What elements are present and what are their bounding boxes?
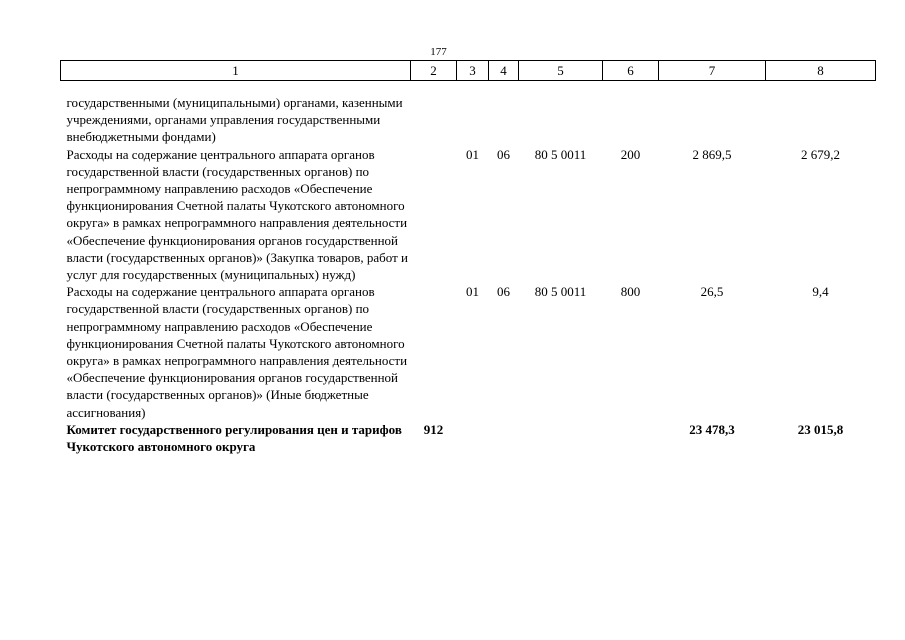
row-amount-year-1: 23 478,3 — [689, 421, 735, 437]
row-target-code: 80 5 0011 — [534, 284, 587, 300]
row-amount-year-1 — [659, 94, 766, 146]
page-number: 177 — [430, 46, 447, 58]
row-amount-year-2: 23 015,8 — [797, 421, 844, 437]
row-section-code — [457, 94, 489, 146]
row-subsection-code — [489, 421, 519, 455]
column-header-3: 3 — [457, 61, 489, 81]
row-subsection-code — [489, 94, 519, 146]
row-ministry-code — [411, 94, 457, 146]
row-expense-type-code — [603, 94, 659, 146]
row-amount-year-2: 2 679,2 — [801, 146, 840, 162]
row-ministry-code — [411, 283, 457, 421]
row-amount-year-2: 9,4 — [812, 284, 829, 300]
row-amount-year-1: 26,5 — [700, 284, 724, 300]
table-row — [61, 94, 876, 146]
column-number-header-row — [61, 61, 876, 81]
column-header-5: 5 — [519, 61, 603, 81]
column-header-8: 8 — [766, 61, 876, 81]
row-section-code — [457, 421, 489, 455]
table-row — [61, 146, 876, 284]
row-name: Комитет государственного регулирования цен и тарифов Чукотского автономного округа — [66, 421, 402, 455]
column-header-6: 6 — [603, 61, 659, 81]
row-name: Расходы на содержание центрального аппарата органов государственной власти (государственных органов) по непрограммному направлению расходов «Обеспечение функционирования Счетной палаты Чукотского автономного округа» в рамках непрограммного направления деятельности «Обеспечение функционирования органов государственной власти (государственных органов)» (Закупка товаров, работ и услуг для государственных (муниципальных) нужд) — [66, 146, 408, 283]
column-header-7: 7 — [659, 61, 766, 81]
table-row — [61, 283, 876, 421]
row-amount-year-1: 2 869,5 — [692, 146, 732, 162]
row-ministry-code: 912 — [423, 421, 444, 437]
row-subsection-code: 06 — [497, 146, 510, 162]
row-ministry-code — [411, 146, 457, 284]
row-subsection-code: 06 — [497, 284, 510, 300]
column-header-4: 4 — [489, 61, 519, 81]
row-expense-type-code: 800 — [620, 284, 641, 300]
row-amount-year-2 — [766, 94, 876, 146]
column-header-2: 2 — [411, 61, 457, 81]
row-target-code — [519, 421, 603, 455]
row-expense-type-code — [603, 421, 659, 455]
table-spacer-row — [61, 81, 876, 95]
budget-table — [60, 60, 876, 455]
column-header-1: 1 — [61, 61, 411, 81]
row-name: государственными (муниципальными) органами, казенными учреждениями, органами управления государственными внебюджетными фондами) — [66, 95, 403, 145]
row-expense-type-code: 200 — [620, 146, 641, 162]
row-section-code: 01 — [466, 284, 479, 300]
row-target-code: 80 5 0011 — [534, 146, 587, 162]
row-section-code: 01 — [466, 146, 479, 162]
table-row-total — [61, 421, 876, 455]
row-name: Расходы на содержание центрального аппарата органов государственной власти (государственных органов) по непрограммному направлению расходов «Обеспечение функционирования Счетной палаты Чукотского автономного округа» в рамках непрограммного направления деятельности «Обеспечение функционирования органов государственной власти (государственных органов)» (Иные бюджетные ассигнования) — [66, 284, 408, 420]
row-target-code — [519, 94, 603, 146]
